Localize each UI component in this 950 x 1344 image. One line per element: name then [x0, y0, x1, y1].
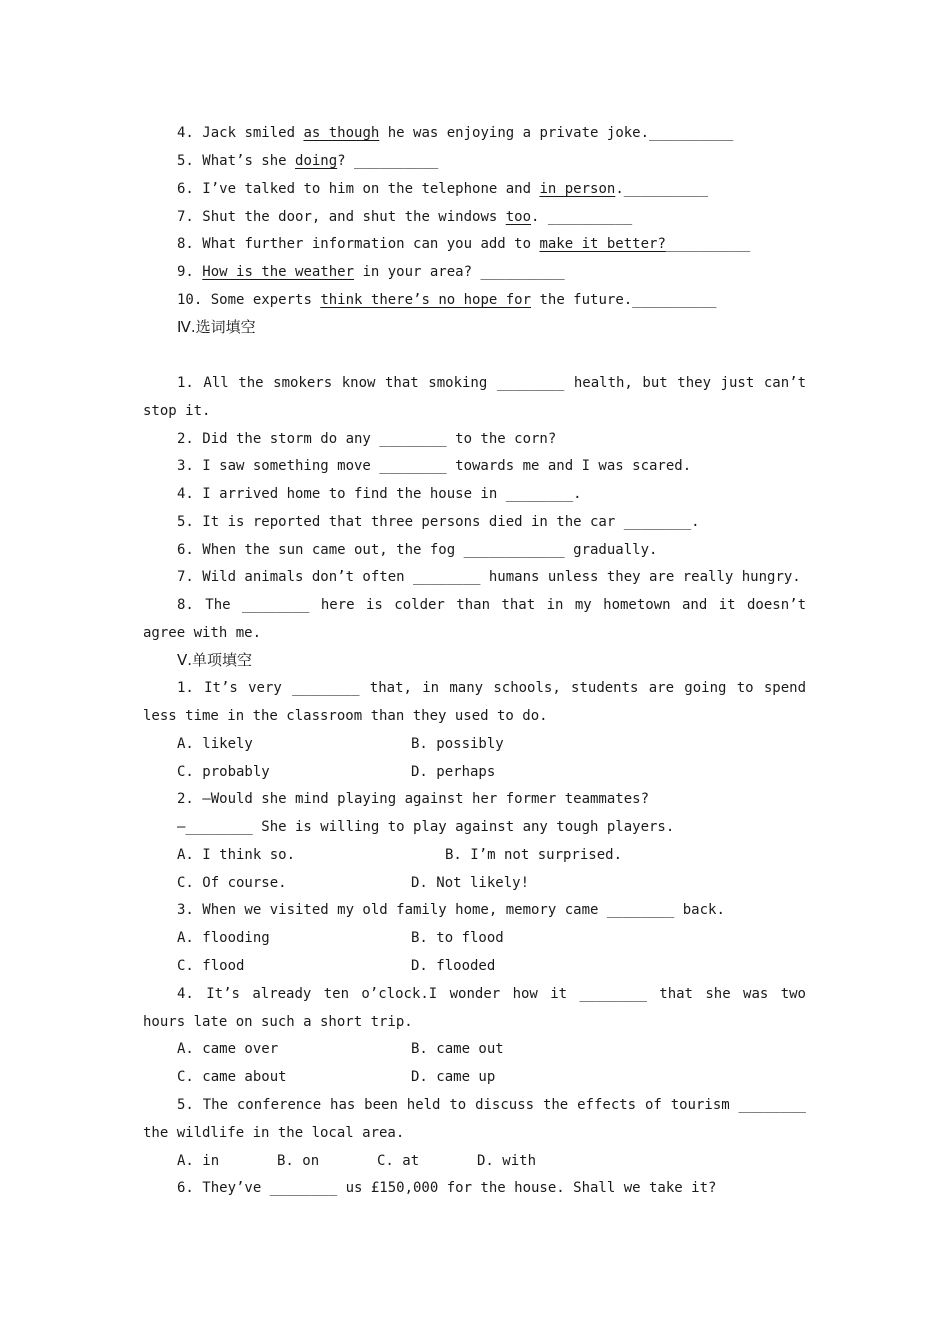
q3-item-9: 9. How is the weather in your area? __________	[177, 264, 565, 280]
q5-item-2-options-cd	[177, 873, 529, 893]
q5-item-4-line2: hours late on such a short trip.	[143, 1014, 413, 1030]
section5-heading: Ⅴ.单项填空	[177, 651, 253, 669]
option-b: B. on	[277, 1153, 320, 1169]
option-d: D. flooded	[411, 958, 496, 974]
q4-item-3: 3. I saw something move ________ towards me and I was scared.	[177, 458, 692, 474]
q3-item-10: 10. Some experts think there’s no hope for the future.__________	[177, 292, 717, 308]
q5-item-5-line2: the wildlife in the local area.	[143, 1125, 405, 1141]
q4-item-7: 7. Wild animals don’t often ________ humans unless they are really hungry.	[177, 569, 801, 585]
option-a: A. in	[177, 1153, 220, 1169]
q5-item-2-line2: —________ She is willing to play against any tough players.	[177, 819, 675, 835]
q4-item-6: 6. When the sun came out, the fog ____________ gradually.	[177, 542, 658, 558]
option-b: B. came out	[411, 1041, 504, 1057]
option-c: C. probably	[177, 764, 270, 780]
q3-item-4: 4. Jack smiled as though he was enjoying a private joke.__________	[177, 125, 734, 141]
q5-item-1-line2: less time in the classroom than they used to do.	[143, 708, 548, 724]
option-d: D. Not likely!	[411, 875, 530, 891]
option-b: B. to flood	[411, 930, 504, 946]
option-a: A. I think so.	[177, 847, 296, 863]
q5-item-3: 3. When we visited my old family home, memory came ________ back.	[177, 902, 725, 918]
q5-item-3-options-ab	[177, 928, 504, 948]
q4-item-8-line2: agree with me.	[143, 625, 262, 641]
q5-item-5-options	[177, 1151, 536, 1171]
q4-item-5: 5. It is reported that three persons died in the car ________.	[177, 514, 700, 530]
option-d: D. with	[477, 1153, 537, 1169]
option-b: B. I’m not surprised.	[445, 847, 623, 863]
option-b: B. possibly	[411, 736, 504, 752]
option-a: A. likely	[177, 736, 253, 752]
option-c: C. flood	[177, 958, 245, 974]
q5-item-4-options-ab	[177, 1039, 504, 1059]
q3-item-6: 6. I’ve talked to him on the telephone and in person.__________	[177, 181, 709, 197]
q5-item-2-line1: 2. —Would she mind playing against her former teammates?	[177, 791, 650, 807]
q3-item-7: 7. Shut the door, and shut the windows too. __________	[177, 209, 633, 225]
q5-item-1-options-ab	[177, 734, 504, 754]
option-d: D. perhaps	[411, 764, 496, 780]
q3-item-8: 8. What further information can you add to make it better?__________	[177, 236, 751, 252]
q4-item-2: 2. Did the storm do any ________ to the corn?	[177, 431, 557, 447]
q5-item-4-line1: 4. It’s already ten o’clock.I wonder how it ________ that she was two	[177, 986, 806, 1002]
option-c: C. at	[377, 1153, 420, 1169]
q5-item-2-options-ab	[177, 845, 622, 865]
q3-item-5: 5. What’s she doing? __________	[177, 153, 439, 169]
q4-item-4: 4. I arrived home to find the house in ________.	[177, 486, 582, 502]
option-c: C. came about	[177, 1069, 287, 1085]
q5-item-4-options-cd	[177, 1067, 495, 1087]
q4-item-1-line1: 1. All the smokers know that smoking ________ health, but they just can’t	[177, 375, 806, 391]
option-a: A. came over	[177, 1041, 279, 1057]
q5-item-5-line1: 5. The conference has been held to discuss the effects of tourism ________	[177, 1097, 806, 1113]
section4-heading: Ⅳ.选词填空	[177, 318, 256, 336]
option-a: A. flooding	[177, 930, 270, 946]
q5-item-1-options-cd	[177, 762, 495, 782]
option-d: D. came up	[411, 1069, 496, 1085]
q4-item-1-line2: stop it.	[143, 403, 211, 419]
q4-item-8-line1: 8. The ________ here is colder than that in my hometown and it doesn’t	[177, 597, 806, 613]
option-c: C. Of course.	[177, 875, 287, 891]
q5-item-3-options-cd	[177, 956, 495, 976]
q5-item-6: 6. They’ve ________ us £150,000 for the house. Shall we take it?	[177, 1180, 717, 1196]
q5-item-1-line1: 1. It’s very ________ that, in many schools, students are going to spend	[177, 680, 806, 696]
